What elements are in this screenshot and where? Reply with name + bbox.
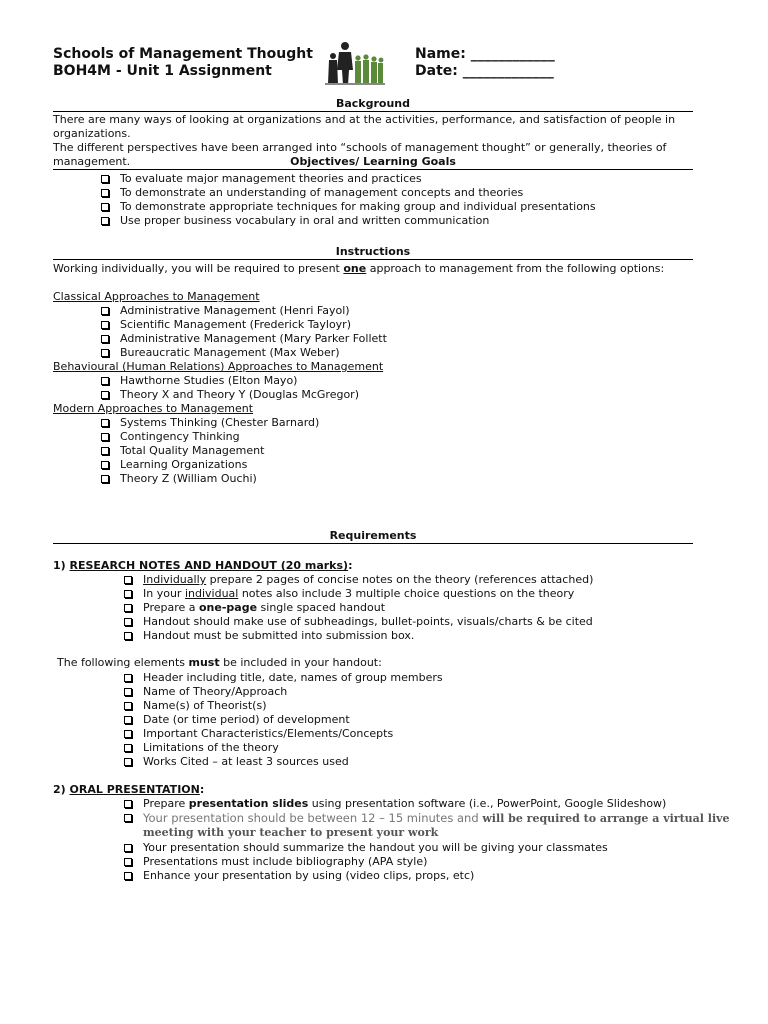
oral-heading: 2) ORAL PRESENTATION:: [53, 783, 205, 796]
checkbox-bullet-icon: [124, 590, 132, 598]
list-item: To demonstrate an understanding of management concepts and theories: [98, 186, 596, 200]
requirements-heading: Requirements: [53, 529, 693, 544]
list-item: Important Characteristics/Elements/Concepts: [121, 727, 443, 741]
checkbox-bullet-icon: [101, 391, 109, 399]
list-item: Use proper business vocabulary in oral and written communication: [98, 214, 596, 228]
list-item: Your presentation should summarize the handout you will be giving your classmates: [121, 841, 730, 855]
checkbox-bullet-icon: [124, 716, 132, 724]
list-item: To demonstrate appropriate techniques for making group and individual presentations: [98, 200, 596, 214]
header-title: Schools of Management Thought: [53, 46, 313, 62]
checkbox-bullet-icon: [101, 461, 109, 469]
checkbox-bullet-icon: [124, 702, 132, 710]
background-line-1: There are many ways of looking at organizations and at the activities, performance, and satisfaction of people in organizations.: [53, 113, 676, 140]
list-item: Systems Thinking (Chester Barnard): [98, 416, 319, 430]
checkbox-bullet-icon: [124, 814, 132, 822]
elements-intro: The following elements must be included in your handout:: [57, 656, 382, 669]
checkbox-bullet-icon: [124, 632, 132, 640]
checkbox-bullet-icon: [124, 844, 132, 852]
list-item: Name of Theory/Approach: [121, 685, 443, 699]
checkbox-bullet-icon: [101, 217, 109, 225]
checkbox-bullet-icon: [101, 475, 109, 483]
document-header: [53, 46, 693, 86]
classical-list: [98, 304, 387, 360]
header-title-block: [53, 46, 313, 80]
checkbox-bullet-icon: [124, 576, 132, 584]
header-course: BOH4M - Unit 1 Assignment: [53, 63, 272, 79]
checkbox-bullet-icon: [101, 349, 109, 357]
checkbox-bullet-icon: [101, 377, 109, 385]
research-heading: 1) RESEARCH NOTES AND HANDOUT (20 marks):: [53, 559, 353, 572]
list-item: Learning Organizations: [98, 458, 319, 472]
one-emphasis: one: [343, 262, 367, 275]
checkbox-bullet-icon: [124, 674, 132, 682]
elements-list: [121, 671, 443, 769]
checkbox-bullet-icon: [124, 730, 132, 738]
list-item: Handout should make use of subheadings, bullet-points, visuals/charts & be cited: [121, 615, 593, 629]
list-item: Limitations of the theory: [121, 741, 443, 755]
list-item: Administrative Management (Henri Fayol): [98, 304, 387, 318]
date-field[interactable]: Date: _____________: [415, 63, 554, 79]
checkbox-bullet-icon: [101, 307, 109, 315]
checkbox-bullet-icon: [101, 189, 109, 197]
header-fields: [415, 46, 555, 80]
list-item: Total Quality Management: [98, 444, 319, 458]
list-item: In your individual notes also include 3 multiple choice questions on the theory: [121, 587, 593, 601]
list-item: Name(s) of Theorist(s): [121, 699, 443, 713]
checkbox-bullet-icon: [101, 433, 109, 441]
objectives-list: [98, 172, 596, 228]
objectives-heading: Objectives/ Learning Goals: [53, 155, 693, 170]
checkbox-bullet-icon: [124, 858, 132, 866]
modern-list: [98, 416, 319, 486]
list-item: Theory Z (William Ouchi): [98, 472, 319, 486]
instructions-intro: Working individually, you will be required to present one approach to management from the following options:: [53, 262, 665, 275]
background-heading: Background: [53, 97, 693, 112]
oral-list: [121, 797, 730, 883]
list-item: Prepare presentation slides using presentation software (i.e., PowerPoint, Google Slideshow): [121, 797, 730, 811]
list-item: Individually prepare 2 pages of concise notes on the theory (references attached): [121, 573, 593, 587]
checkbox-bullet-icon: [101, 335, 109, 343]
checkbox-bullet-icon: [124, 744, 132, 752]
list-item: Bureaucratic Management (Max Weber): [98, 346, 387, 360]
checkbox-bullet-icon: [124, 618, 132, 626]
list-item: To evaluate major management theories and practices: [98, 172, 596, 186]
list-item: Hawthorne Studies (Elton Mayo): [98, 374, 359, 388]
checkbox-bullet-icon: [101, 203, 109, 211]
checkbox-bullet-icon: [124, 604, 132, 612]
research-list: [121, 573, 593, 643]
name-field[interactable]: Name: ____________: [415, 46, 555, 62]
list-item: Administrative Management (Mary Parker Follett: [98, 332, 387, 346]
list-item: Theory X and Theory Y (Douglas McGregor): [98, 388, 359, 402]
checkbox-bullet-icon: [101, 175, 109, 183]
list-item: Handout must be submitted into submission box.: [121, 629, 593, 643]
checkbox-bullet-icon: [101, 419, 109, 427]
classical-subheading: Classical Approaches to Management: [53, 290, 260, 303]
list-item: Your presentation should be between 12 – 15 minutes and will be required to arrange a virtual live meeting with your teacher to present your work: [121, 811, 730, 841]
behavioural-list: [98, 374, 359, 402]
checkbox-bullet-icon: [124, 872, 132, 880]
background-line-2: The different perspectives have been arranged into “schools of management thought” or generally, theories of management.: [53, 141, 667, 168]
checkbox-bullet-icon: [124, 758, 132, 766]
checkbox-bullet-icon: [124, 688, 132, 696]
checkbox-bullet-icon: [101, 321, 109, 329]
behavioural-subheading: Behavioural (Human Relations) Approaches to Management: [53, 360, 384, 373]
list-item: Enhance your presentation by using (video clips, props, etc): [121, 869, 730, 883]
instructions-heading: Instructions: [53, 245, 693, 260]
list-item: Header including title, date, names of group members: [121, 671, 443, 685]
business-people-logo-icon: [325, 40, 385, 86]
list-item: Scientific Management (Frederick Tayloyr): [98, 318, 387, 332]
list-item: Presentations must include bibliography (APA style): [121, 855, 730, 869]
modern-subheading: Modern Approaches to Management: [53, 402, 254, 415]
checkbox-bullet-icon: [124, 800, 132, 808]
list-item: Works Cited – at least 3 sources used: [121, 755, 443, 769]
list-item: Prepare a one-page single spaced handout: [121, 601, 593, 615]
checkbox-bullet-icon: [101, 447, 109, 455]
list-item: Contingency Thinking: [98, 430, 319, 444]
list-item: Date (or time period) of development: [121, 713, 443, 727]
